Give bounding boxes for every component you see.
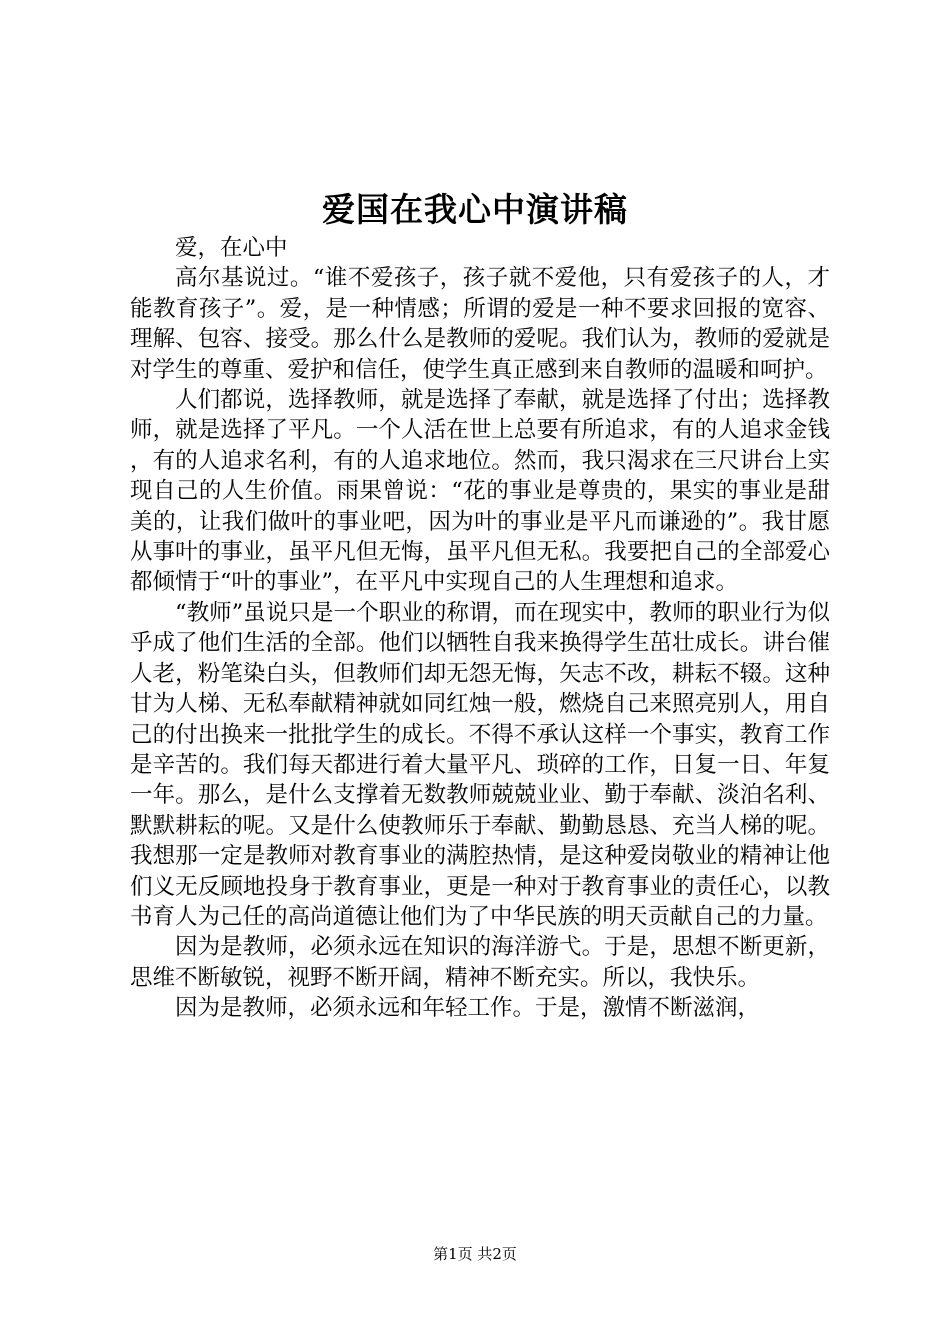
paragraph-subheading: 爱，在心中: [175, 235, 288, 261]
paragraph: 因为是教师，必须永远和年轻工作。于是，激情不断滋润，: [175, 995, 761, 1022]
document-body: [130, 233, 830, 1024]
paragraph: “教师”虽说只是一个职业的称谓，而在现实中，教师的职业行为似乎成了他们生活的全部。他们以牺牲自我来换得学生茁壮成长。讲台催人老，粉笔染白头，但教师们却无怨无悔，矢志不改，耕耘不辍。这种甘为人梯、无私奉献精神就如同红烛一般，燃烧自己来照亮别人，用自己的付出换来一批批学生的成长。不得不承认这样一个事实，教育工作是辛苦的。我们每天都进行着大量平凡、琐碎的工作，日复一日、年复一年。那么，是什么支撑着无数教师兢兢业业、勤于奉献、淡泊名利、默默耕耘的呢。又是什么使教师乐于奉献、勤勤恳恳、充当人梯的呢。我想那一定是教师对教育事业的满腔热情，是这种爱岗敬业的精神让他们义无反顾地投身于教育事业，更是一种对于教育事业的责任心，以教书育人为己任的高尚道德让他们为了中华民族的明天贡献自己的力量。: [130, 599, 830, 930]
paragraph: 人们都说，选择教师，就是选择了奉献，就是选择了付出；选择教师，就是选择了平凡。一个人活在世上总要有所追求，有的人追求金钱，有的人追求名利，有的人追求地位。然而，我只渴求在三尺讲台上实现自己的人生价值。雨果曾说：“花的事业是尊贵的，果实的事业是甜美的，让我们做叶的事业吧，因为叶的事业是平凡而谦逊的”。我甘愿从事叶的事业，虽平凡但无悔，虽平凡但无私。我要把自己的全部爱心都倾情于“叶的事业”，在平凡中实现自己的人生理想和追求。: [130, 387, 830, 596]
page-number-footer: 第1页 共2页: [433, 1245, 517, 1263]
paragraph: 高尔基说过。“谁不爱孩子，孩子就不爱他，只有爱孩子的人，才能教育孩子”。爱，是一种情感；所谓的爱是一种不要求回报的宽容、理解、包容、接受。那么什么是教师的爱呢。我们认为，教师的爱就是对学生的尊重、爱护和信任，使学生真正感到来自教师的温暖和呵护。: [130, 265, 830, 383]
paragraph: 因为是教师，必须永远在知识的海洋游弋。于是，思想不断更新，思维不断敏锐，视野不断开阔，精神不断充实。所以，我快乐。: [130, 934, 830, 991]
document-title: 爱国在我心中演讲稿: [322, 190, 628, 229]
